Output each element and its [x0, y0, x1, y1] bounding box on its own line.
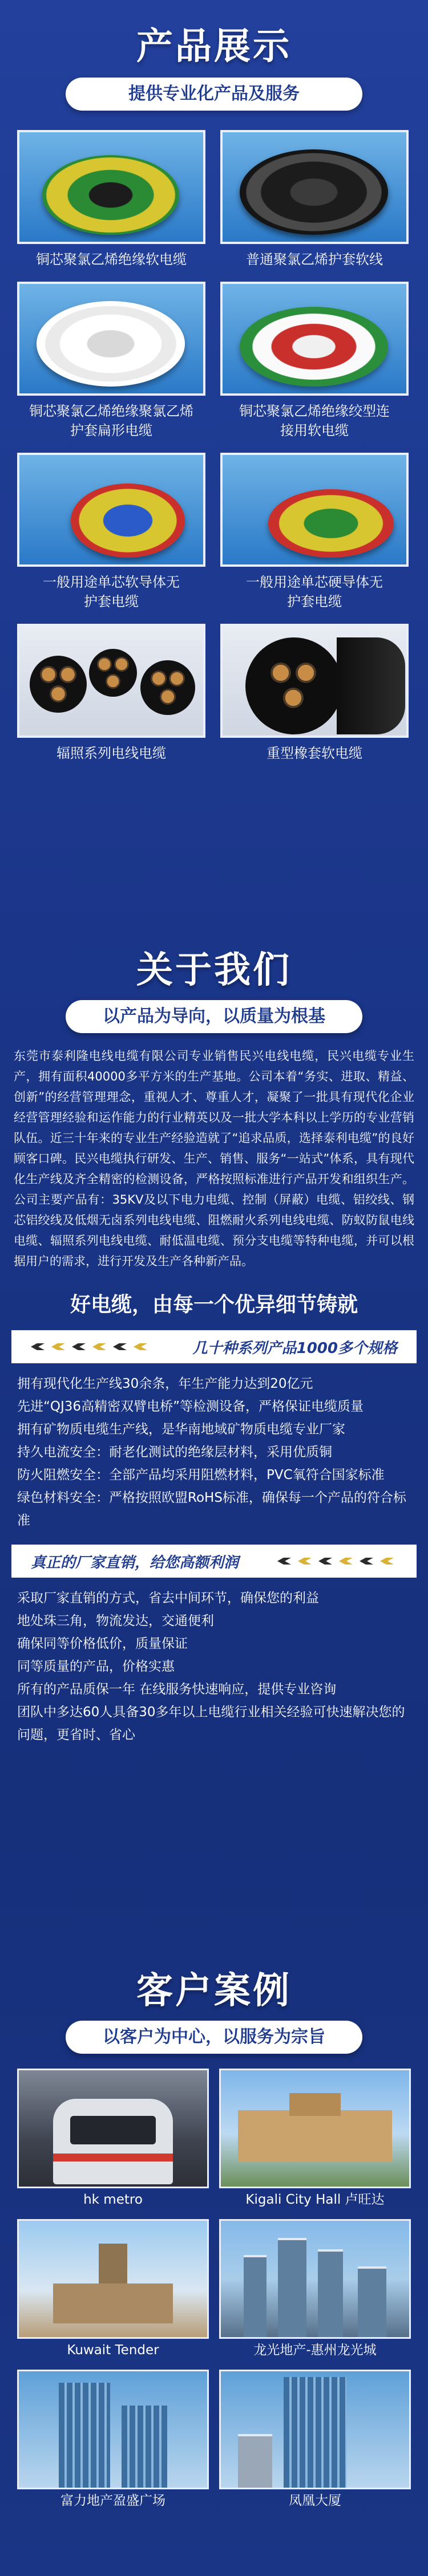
case-name: Kuwait Tender — [67, 2343, 159, 2358]
product-photo — [17, 453, 205, 567]
product-photo — [17, 130, 205, 244]
cases-section — [0, 1961, 428, 2512]
arrow-decoration-icon — [31, 1341, 151, 1352]
product-name: 一般用途单芯硬导体无护套电缆 — [246, 574, 383, 610]
product-photo — [220, 453, 409, 567]
list-item: 拥有现代化生产线30余条，年生产能力达到20亿元 — [17, 1376, 313, 1391]
list-item: 拥有矿物质电缆生产线，是华南地域矿物质电缆专业厂家 — [17, 1422, 345, 1437]
product-photo — [17, 282, 205, 396]
product-card[interactable] — [220, 624, 409, 763]
products-title: 产品展示 — [136, 26, 292, 68]
series-strip-text: 几十种系列产品1000多个规格 — [192, 1339, 397, 1357]
list-item: 持久电流安全：耐老化测试的绝缘层材料，采用优质铜 — [17, 1445, 332, 1460]
list-item: 采取厂家直销的方式，省去中间环节，确保您的利益 — [17, 1591, 319, 1606]
case-photo — [17, 2219, 209, 2339]
product-grid — [0, 130, 428, 763]
series-strip — [11, 1330, 417, 1363]
case-name: 龙光地产-惠州龙光城 — [253, 2343, 377, 2358]
about-body: 东莞市泰利隆电线电缆有限公司专业销售民兴电线电缆，民兴电缆专业生产，拥有面积40000多平方米的生产基地。公司本着“务实、进取、精益、创新”的经营管理理念，重视人才、尊重人才，凝聚了一批具有现代化企业经营管理经验和运作能力的行业精英以及一批大学本科以上学历的专业营销队伍。近三十年来的专业生产经验造就了“追求品质，选择泰利电缆”的良好顾客口碑。民兴电缆执行研发、生产、销售、服务“一站式”体系，具有现代化生产线及齐全精密的检测设备，严格按照标准进行产品开发和组织生产。公司主要产品有：35KV及以下电力电缆、控制（屏蔽）电缆、铝绞线、钢芯铝绞线及低烟无卤系列电线电缆、阻燃耐火系列电线电缆、防蚁防鼠电线电缆、辐照系列电线电缆、耐低温电缆、预分支电缆等特种电缆，并可以根据用户的需求，进行开发及生产各种新产品。 — [14, 1049, 414, 1268]
product-photo — [220, 282, 409, 396]
case-photo — [219, 2370, 411, 2489]
case-name: 富力地产盈盛广场 — [60, 2493, 165, 2508]
case-card[interactable] — [219, 2069, 411, 2211]
list-item: 同等质量的产品，价格实惠 — [17, 1659, 175, 1674]
products-subtitle: 提供专业化产品及服务 — [66, 78, 362, 111]
products-section — [0, 17, 428, 763]
product-photo — [220, 130, 409, 244]
list-item: 确保同等价格低价，质量保证 — [17, 1636, 188, 1651]
product-card[interactable] — [17, 453, 205, 611]
list-item: 先进“QJ36高精密双臂电桥”等检测设备，严格保证电缆质量 — [17, 1399, 364, 1414]
list-item: 防火阻燃安全：全部产品均采用阻燃材料，PVC氧符合国家标准 — [17, 1468, 385, 1482]
product-card[interactable] — [220, 130, 409, 269]
product-name: 一般用途单芯软导体无护套电缆 — [43, 574, 180, 610]
case-card[interactable] — [17, 2219, 209, 2362]
advantage-list — [17, 1587, 411, 1746]
list-item: 绿色材料安全：严格按照欧盟RoHS标准，确保每一个产品的符合标准 — [17, 1490, 406, 1528]
case-photo — [17, 2370, 209, 2489]
case-card[interactable] — [219, 2219, 411, 2362]
product-name: 普通聚氯乙烯护套软线 — [246, 251, 383, 267]
product-card[interactable] — [220, 282, 409, 440]
case-photo — [219, 2219, 411, 2339]
feature-list — [17, 1372, 411, 1532]
case-grid — [0, 2069, 428, 2512]
product-photo — [220, 624, 409, 738]
product-name: 铜芯聚氯乙烯绝缘绞型连接用软电缆 — [239, 403, 390, 438]
direct-sale-strip-text: 真正的厂家直销，给您高额利润 — [31, 1554, 239, 1571]
case-photo — [17, 2069, 209, 2188]
about-section — [0, 941, 428, 1746]
product-card[interactable] — [17, 282, 205, 440]
case-card[interactable] — [17, 2069, 209, 2211]
case-photo — [219, 2069, 411, 2188]
cases-subtitle: 以客户为中心，以服务为宗旨 — [66, 2021, 362, 2054]
list-item: 所有的产品质保一年 在线服务快速响应，提供专业咨询 — [17, 1682, 337, 1697]
list-item: 地处珠三角，物流发达，交通便利 — [17, 1614, 214, 1628]
case-card[interactable] — [17, 2370, 209, 2512]
case-name: hk metro — [83, 2192, 143, 2207]
case-name: 凤凰大厦 — [289, 2493, 341, 2508]
product-name: 辐照系列电线电缆 — [56, 745, 166, 761]
list-item: 团队中多达60人具备30多年以上电缆行业相关经验可快速解决您的问题，更省时、省心 — [17, 1705, 405, 1742]
product-name: 铜芯聚氯乙烯绝缘软电缆 — [36, 251, 187, 267]
case-card[interactable] — [219, 2370, 411, 2512]
direct-sale-strip — [11, 1545, 417, 1578]
quality-slogan: 好电缆，由每一个优异细节铸就 — [70, 1293, 358, 1317]
product-name: 重型橡套软电缆 — [267, 745, 362, 761]
about-subtitle: 以产品为导向，以质量为根基 — [66, 1000, 362, 1033]
arrow-decoration-icon — [277, 1555, 397, 1567]
product-photo — [17, 624, 205, 738]
product-card[interactable] — [17, 130, 205, 269]
about-title: 关于我们 — [136, 949, 292, 992]
case-name: Kigali City Hall 卢旺达 — [245, 2192, 385, 2207]
product-name: 铜芯聚氯乙烯绝缘聚氯乙烯护套扁形电缆 — [29, 403, 193, 438]
product-card[interactable] — [220, 453, 409, 611]
product-card[interactable] — [17, 624, 205, 763]
cases-title: 客户案例 — [136, 1970, 292, 2012]
